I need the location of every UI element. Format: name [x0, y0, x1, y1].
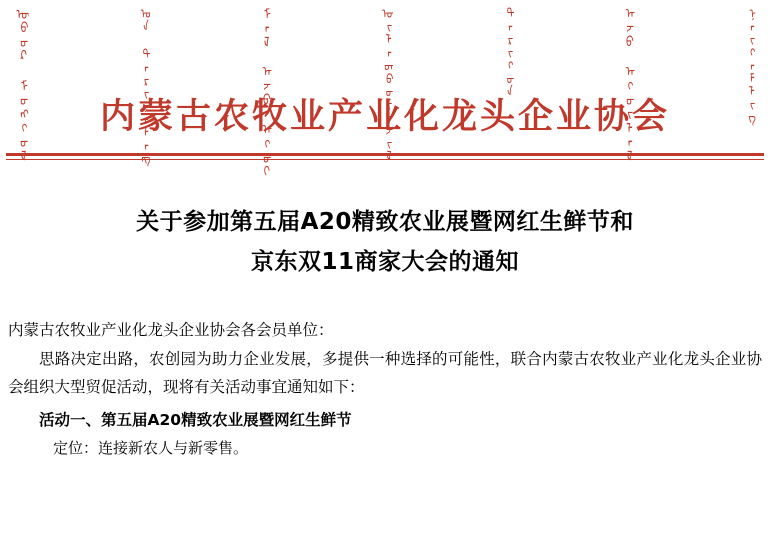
salutation: 内蒙古农牧业产业化龙头企业协会各会员单位：	[8, 321, 334, 339]
document-title-line-2: 京东双11商家大会的通知	[250, 248, 519, 275]
mongolian-column-2: ᠤᠨ ᠲᠠᠷᠢᠶᠠᠯᠠᠩ	[136, 6, 150, 164]
mongolian-column-3: ᠮᠠᠯ ᠠᠵᠤ ᠠᠬᠤᠢ	[257, 6, 271, 178]
section-one-positioning-line: 定位：连接新农人与新零售。	[53, 438, 249, 457]
document-title-line-1: 关于参加第五届A20精致农业展暨网红生鲜节和	[136, 208, 634, 235]
mongolian-column-4: ᠦᠢᠯᠡᠳᠪᠦᠷᠢᠵᠢᠯ	[379, 6, 392, 162]
intro-paragraph: 思路决定出路，农创园为助力企业发展，多提供一种选择的可能性，联合内蒙古农牧业产业化龙头企业协会组织大型贸促活动，现将有关活动事宜通知如下：	[8, 349, 762, 397]
association-name-heading: 内蒙古农牧业产业化龙头企业协会	[99, 96, 670, 137]
section-one-heading: 活动一、第五届A20精致农业展暨网红生鲜节	[39, 411, 352, 430]
mongolian-column-7: ᠨᠡᠢᠭᠡᠮᠯᠢᠭ	[743, 6, 756, 123]
mongolian-column-5: ᠲᠡᠷᠢᠭᠦᠨ	[500, 6, 513, 97]
mongolian-column-1: ᠥᠪᠥᠷ ᠮᠣᠩᠭᠣᠯ	[15, 6, 29, 162]
document-body	[0, 316, 770, 462]
mongolian-column-6: ᠠᠵᠤ ᠠᠬᠤᠢᠯᠠᠯ	[621, 6, 635, 162]
document-title	[0, 202, 770, 283]
